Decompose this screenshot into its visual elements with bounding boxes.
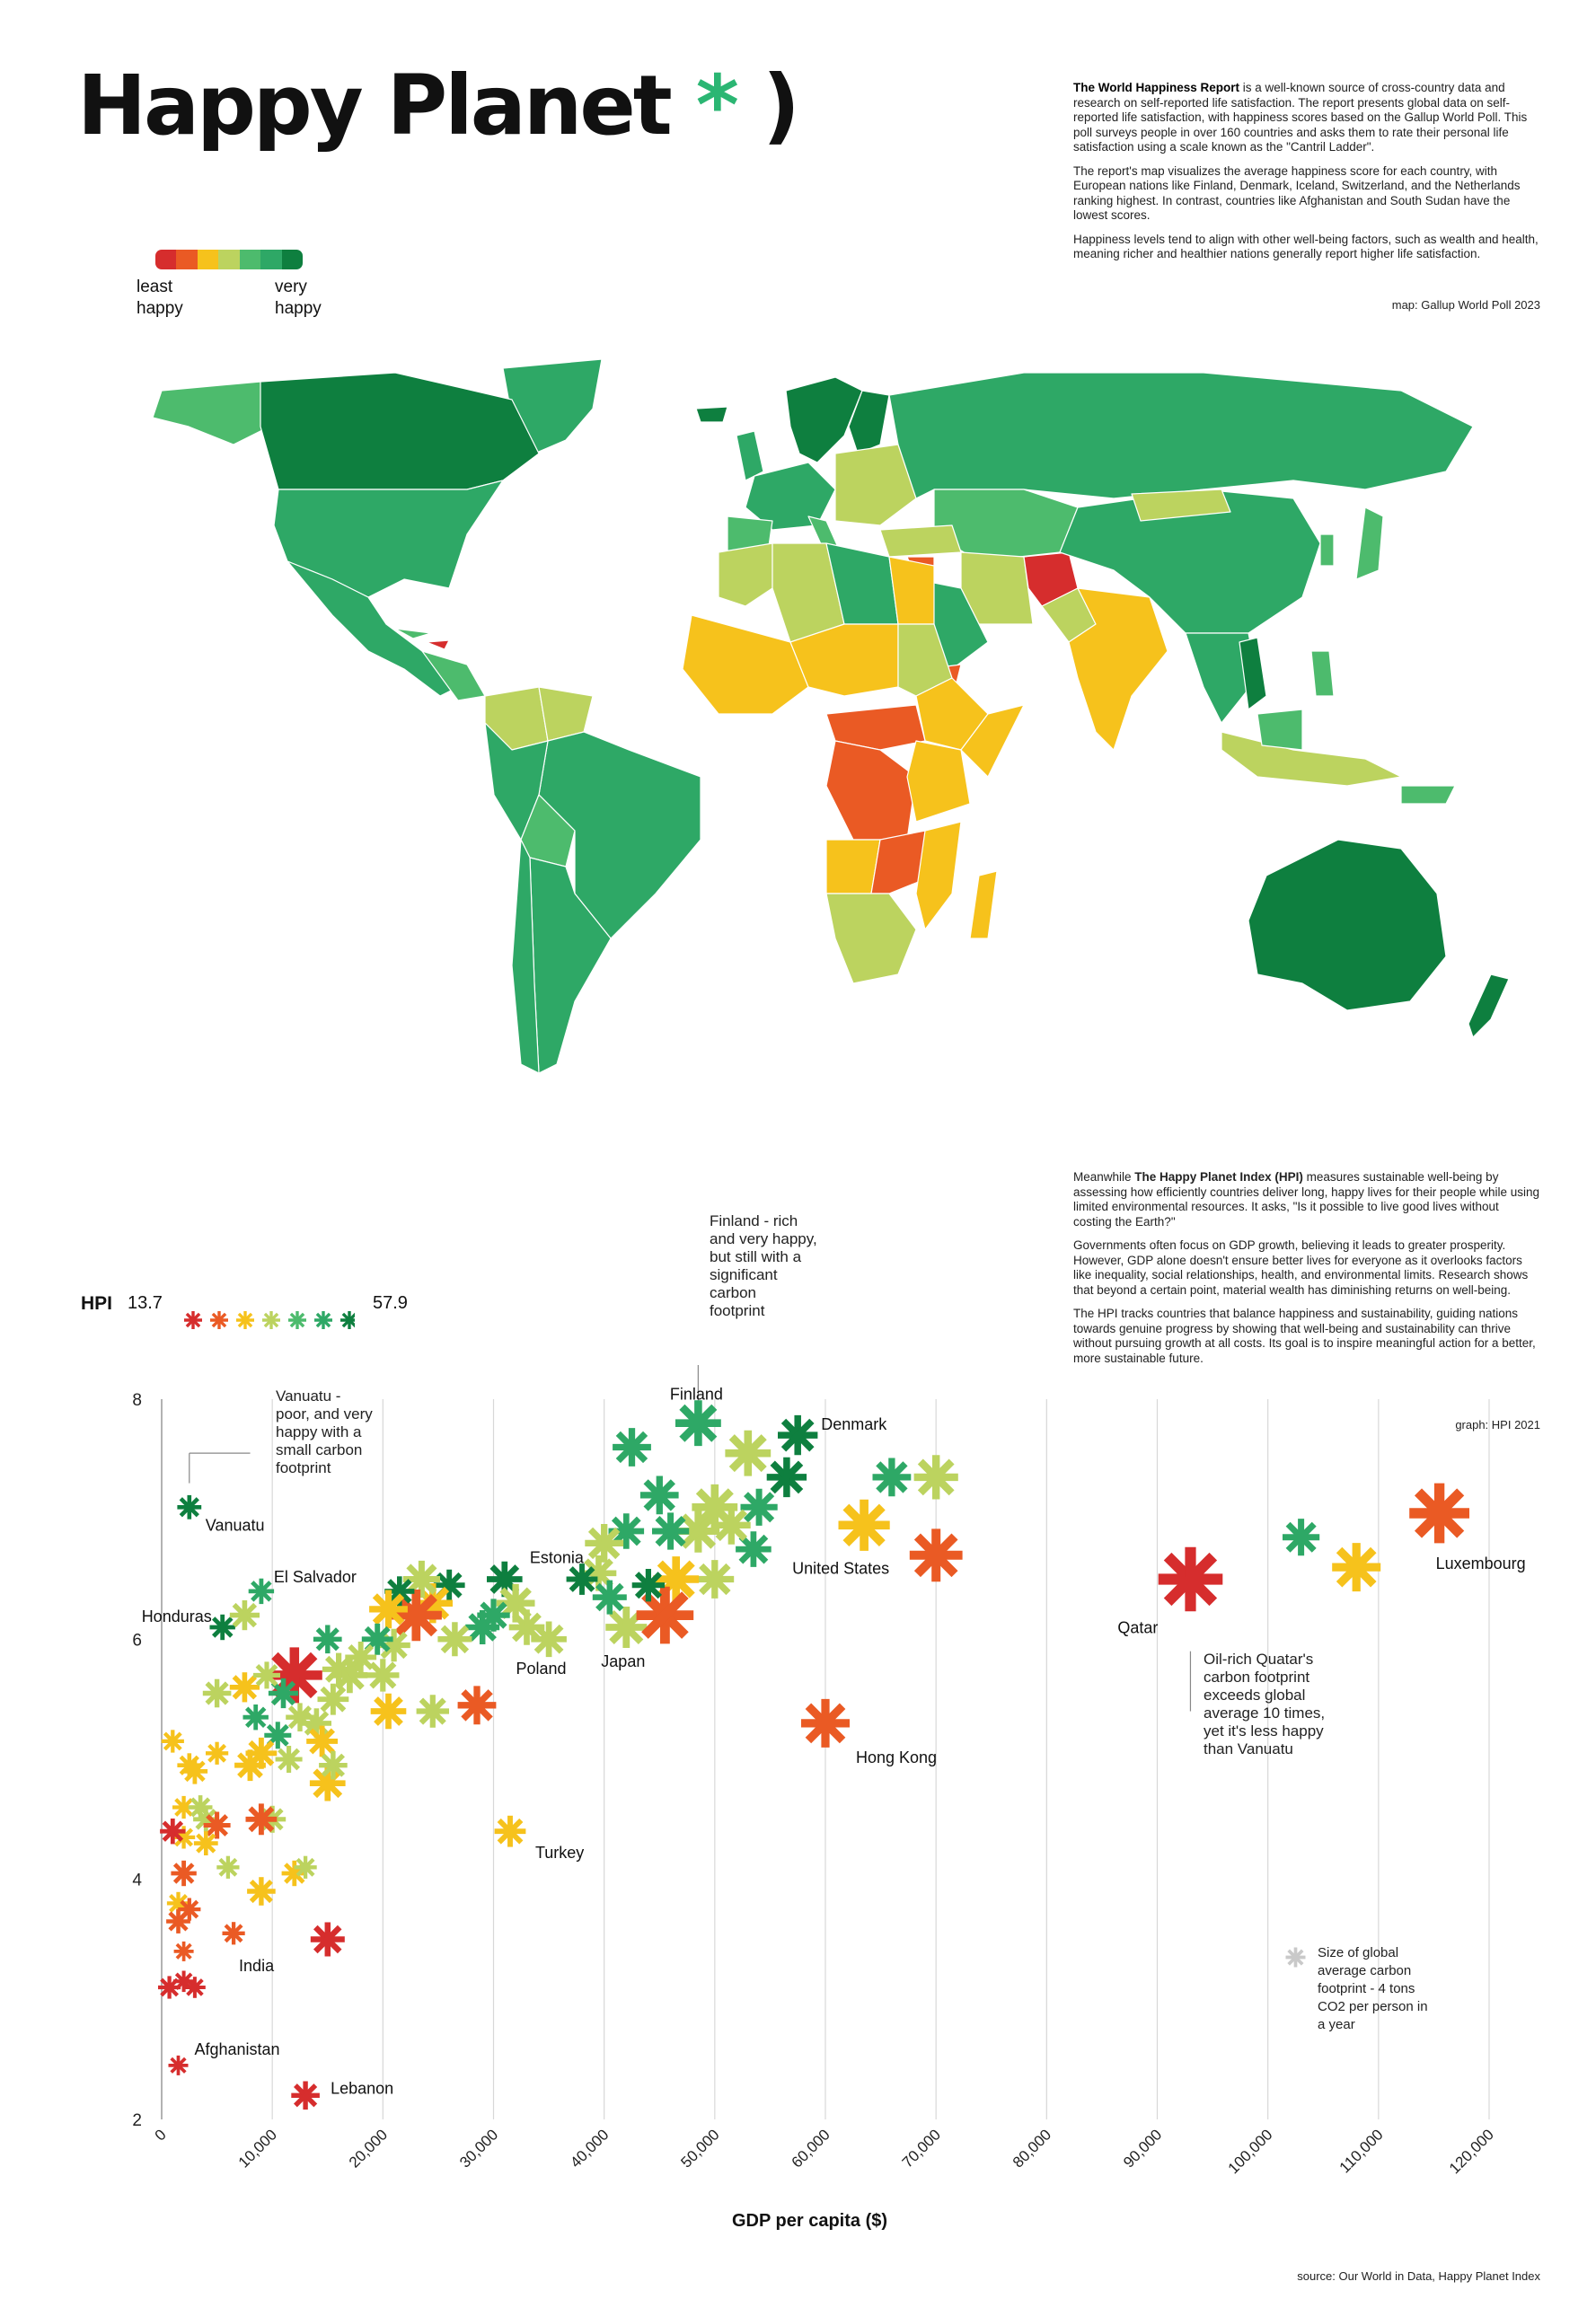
x-tick-label: 20,000 (345, 2126, 392, 2171)
legend-swatch (260, 250, 281, 269)
x-tick-label: 40,000 (567, 2126, 613, 2171)
title-text: Happy Planet (77, 57, 670, 154)
data-point-asterisk (839, 1500, 890, 1551)
map-credit: map: Gallup World Poll 2023 (1391, 298, 1540, 312)
map-png (1401, 786, 1455, 804)
data-point-asterisk (286, 1703, 314, 1731)
data-point-asterisk (778, 1415, 817, 1455)
data-point-asterisk (417, 1695, 449, 1727)
world-map (126, 355, 1527, 1105)
annotation-size-legend: Size of global average carbon footprint - 4 tons CO2 per person in a year (1318, 1945, 1428, 2032)
country-label: Estonia (529, 1548, 584, 1567)
legend-swatch (218, 250, 239, 269)
data-point-asterisk (234, 1749, 266, 1781)
data-point-asterisk (210, 1615, 235, 1640)
size-legend-asterisk-icon (1286, 1948, 1306, 1968)
data-point-asterisk (206, 1742, 228, 1765)
data-point-asterisk (801, 1699, 850, 1748)
data-point-asterisk (160, 1819, 185, 1844)
x-tick-label: 50,000 (677, 2126, 723, 2171)
data-point-asterisk (247, 1877, 276, 1906)
data-point-asterisk (194, 1831, 218, 1855)
data-point-asterisk (319, 1751, 348, 1780)
country-label: Poland (516, 1659, 567, 1678)
data-point-asterisk (1159, 1547, 1223, 1612)
hpi-legend-asterisk-icon (262, 1311, 280, 1329)
country-label: Hong Kong (856, 1748, 938, 1766)
data-point-asterisk (741, 1489, 778, 1526)
map-madagascar (970, 871, 997, 938)
country-label: United States (792, 1559, 890, 1578)
hpi-legend-asterisk-icon (340, 1311, 355, 1329)
data-point-asterisk (171, 1861, 196, 1886)
hpi-legend-max: 57.9 (373, 1293, 408, 1313)
map-borneo (1257, 709, 1302, 750)
x-tick-label: 0 (151, 2126, 170, 2145)
data-point-asterisk (169, 2056, 189, 2075)
map-russia (889, 373, 1473, 498)
map-vietnam (1239, 638, 1266, 709)
map-new-zealand (1468, 974, 1509, 1037)
intro-report-name: The World Happiness Report (1073, 81, 1240, 94)
data-point-asterisk (585, 1524, 623, 1563)
data-point-asterisk (1283, 1519, 1319, 1555)
x-tick-label: 60,000 (788, 2126, 833, 2171)
x-tick-label: 100,000 (1224, 2126, 1276, 2178)
country-label: Denmark (821, 1415, 887, 1434)
data-point-asterisk (652, 1512, 689, 1549)
source-credit: source: Our World in Data, Happy Planet Index (1297, 2269, 1540, 2283)
hpi-index-name: The Happy Planet Index (HPI) (1134, 1170, 1303, 1184)
data-point-asterisk (637, 1587, 694, 1644)
hpi-paragraph-2: Governments often focus on GDP growth, believing it leads to greater prosperity. However, GDP alone doesn't ensure better lives for everyone as it overlooks factors like inequality, social relationships, health, and environmental limits. Research shows that beyond a certain point, material wealth has diminishing returns on well-being. (1073, 1238, 1529, 1297)
data-point-asterisk (246, 1803, 278, 1835)
legend-swatch (176, 250, 197, 269)
map-e-africa (907, 741, 970, 822)
country-label: Afghanistan (194, 2039, 280, 2058)
map-congo (826, 741, 916, 840)
map-indonesia (1221, 732, 1401, 786)
hpi-legend-asterisk-icon (210, 1311, 228, 1329)
country-label: Qatar (1117, 1618, 1159, 1637)
map-southern (826, 894, 916, 983)
map-japan (1356, 507, 1383, 579)
data-point-asterisk (369, 1590, 408, 1629)
data-point-asterisk (675, 1400, 721, 1446)
data-point-asterisk (873, 1458, 912, 1497)
hpi-legend-asterisk-icon (288, 1311, 306, 1329)
map-korea (1320, 534, 1334, 566)
x-tick-label: 110,000 (1336, 2126, 1387, 2177)
legend-swatch (155, 250, 176, 269)
legend-swatch (198, 250, 218, 269)
hpi-legend-asterisks (175, 1304, 355, 1336)
map-turkey (880, 525, 961, 557)
data-point-asterisk (371, 1694, 407, 1730)
data-point-asterisk (318, 1684, 349, 1715)
y-tick-label: 2 (132, 2111, 142, 2130)
data-point-asterisk (166, 1909, 190, 1933)
x-tick-label: 10,000 (234, 2126, 280, 2171)
legend-least-label: least happy (137, 277, 183, 318)
data-point-asterisk (177, 1495, 201, 1519)
country-label: Honduras (141, 1607, 212, 1625)
x-axis-title: GDP per capita ($) (732, 2211, 888, 2231)
legend-very-label: very happy (275, 277, 322, 318)
data-point-asterisk (567, 1563, 598, 1595)
map-philippines (1311, 651, 1334, 696)
country-label: Finland (669, 1385, 723, 1404)
data-point-asterisk (291, 2082, 320, 2110)
data-point-asterisk (295, 1856, 317, 1879)
country-label: Vanuatu (205, 1516, 265, 1535)
data-point-asterisk (1409, 1484, 1469, 1544)
map-australia (1248, 840, 1446, 1010)
annotation-vanuatu: Vanuatu - poor, and very happy with a small carbon footprint (276, 1387, 373, 1476)
data-point-asterisk (914, 1455, 958, 1499)
x-tick-label: 120,000 (1445, 2126, 1497, 2178)
country-label: El Salvador (273, 1567, 357, 1586)
hpi-legend-label: HPI (81, 1293, 113, 1314)
hpi-legend-min: 13.7 (128, 1293, 163, 1313)
country-label: Luxembourg (1435, 1554, 1526, 1572)
country-label: Lebanon (331, 2079, 394, 2098)
y-tick-label: 6 (132, 1631, 142, 1651)
hpi-legend-asterisk-icon (314, 1311, 332, 1329)
data-point-asterisk (276, 1746, 303, 1773)
data-point-asterisk (243, 1704, 269, 1730)
intro-text (1073, 81, 1540, 271)
data-point-asterisk (311, 1923, 345, 1957)
x-tick-label: 90,000 (1120, 2126, 1166, 2171)
data-point-asterisk (531, 1622, 567, 1658)
map-uk (736, 431, 763, 480)
data-point-asterisk (366, 1659, 399, 1691)
data-point-asterisk (223, 1922, 245, 1944)
intro-paragraph-3: Happiness levels tend to align with other well-being factors, such as wealth and health, meaning richer and healthier nations generally report higher life satisfaction. (1073, 232, 1539, 260)
x-tick-label: 70,000 (898, 2126, 944, 2171)
map-haiti (427, 640, 449, 649)
data-point-asterisk (1332, 1543, 1380, 1591)
hpi-paragraph-3: The HPI tracks countries that balance happiness and sustainability, guiding nations towards genuine progress by showing that well-being and sustainability can thrive without pursuing growth at all costs. Its goal is to inspire meaningful action for a better, more sustainable future. (1073, 1307, 1536, 1365)
hpi-legend-asterisk-icon (184, 1311, 202, 1329)
data-point-asterisk (437, 1622, 472, 1656)
map-alaska (153, 382, 269, 445)
happiness-legend-bar (155, 250, 303, 269)
data-point-asterisk (910, 1528, 963, 1581)
hpi-legend-asterisk-icon (236, 1311, 254, 1329)
data-point-asterisk (184, 1977, 206, 1998)
y-tick-label: 4 (132, 1871, 142, 1890)
data-point-asterisk (632, 1569, 665, 1601)
data-point-asterisk (640, 1476, 679, 1515)
x-tick-label: 80,000 (1009, 2126, 1055, 2171)
y-tick-label: 8 (132, 1391, 142, 1410)
data-point-asterisk (712, 1506, 751, 1545)
scatter-chart (0, 1365, 1596, 2281)
hpi-paragraph-1: measures sustainable well-being by assessing how efficiently countries deliver long, happy lives for their people while using limited environmental resources. It asks, "Is it possible to live good lives without costing the Earth?" (1073, 1170, 1540, 1229)
data-point-asterisk (593, 1581, 627, 1615)
annotation-qatar: Oil-rich Quatar's carbon footprint exceeds global average 10 times, yet it's less happy than Vanuatu (1204, 1651, 1326, 1757)
intro-paragraph-2: The report's map visualizes the average happiness score for each country, with European nations like Finland, Denmark, Iceland, Switzerland, and the Netherlands ranking highest. In contrast, countries like Afghanistan and South Sudan have the lowest scores. (1073, 163, 1521, 222)
data-point-asterisk (253, 1661, 280, 1688)
map-iceland (696, 407, 727, 422)
data-point-asterisk (313, 1625, 342, 1654)
x-tick-label: 30,000 (456, 2126, 502, 2171)
data-point-asterisk (495, 1816, 526, 1847)
country-label: India (239, 1956, 275, 1975)
hpi-intro-text (1073, 1170, 1540, 1375)
title-emoticon: ) (762, 57, 798, 154)
data-point-asterisk (767, 1458, 807, 1497)
data-point-asterisk (725, 1431, 771, 1476)
data-point-asterisk (322, 1653, 355, 1686)
country-label: Turkey (534, 1844, 585, 1863)
data-point-asterisk (695, 1560, 734, 1599)
data-point-asterisk (177, 1753, 201, 1777)
map-morocco (719, 543, 772, 606)
title-asterisk-icon: * (695, 57, 736, 154)
hpi-intro-pre: Meanwhile (1073, 1170, 1135, 1184)
data-point-asterisk (230, 1600, 260, 1630)
map-canada (260, 373, 539, 489)
page-title (77, 57, 798, 154)
data-point-asterisk (613, 1428, 651, 1467)
intro-paragraph-1: is a well-known source of cross-country data and research on self-reported life satisfaction. The report presents global data on self-reported life satisfaction, with happiness scores based on the Gallup World Poll. This poll surveys people in over 160 countries and asks them to rate their personal life satisfaction using a scale known as the "Cantril Ladder". (1073, 81, 1528, 154)
data-point-asterisk (174, 1942, 194, 1961)
country-label: Japan (601, 1652, 646, 1670)
data-point-asterisk (249, 1579, 274, 1604)
legend-swatch (240, 250, 260, 269)
data-point-asterisk (203, 1679, 232, 1708)
annotation-finland: Finland - rich and very happy, but still with a significant carbon footprint (710, 1212, 817, 1319)
legend-swatch (282, 250, 303, 269)
graph-credit: graph: HPI 2021 (1455, 1418, 1540, 1431)
data-point-asterisk (458, 1686, 497, 1724)
data-point-asterisk (162, 1730, 184, 1752)
data-point-asterisk (216, 1856, 239, 1879)
